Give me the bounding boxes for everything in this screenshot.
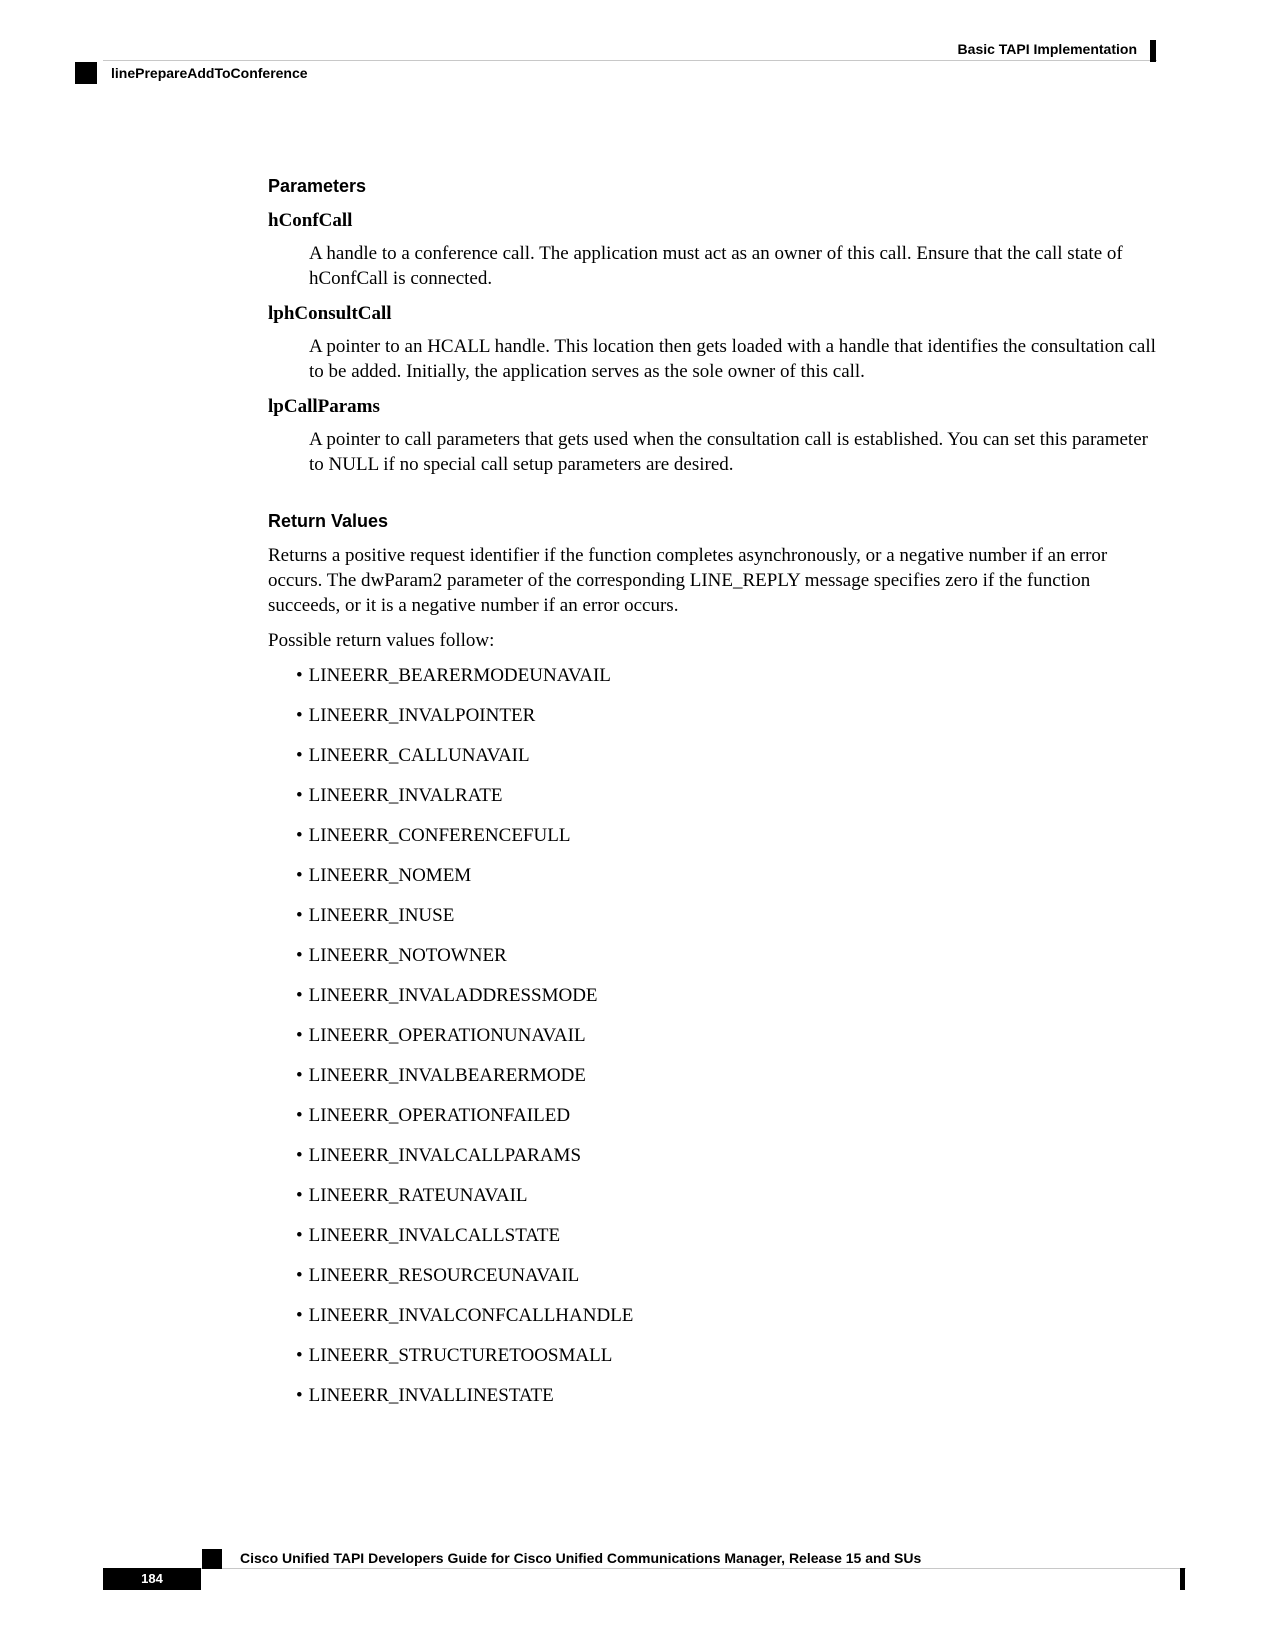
list-item: • LINEERR_INVALRATE	[296, 783, 1160, 808]
footer-guide-title: Cisco Unified TAPI Developers Guide for Cisco Unified Communications Manager, Release 15 and SUs	[240, 1550, 922, 1566]
param-name-lpcallparams: lpCallParams	[268, 396, 380, 417]
footer-marker-right	[1180, 1568, 1185, 1590]
param-name-hconfcall: hConfCall	[268, 210, 353, 231]
header-marker-left	[75, 62, 97, 84]
footer-rule	[200, 1568, 1186, 1569]
list-item: • LINEERR_INVALCONFCALLHANDLE	[296, 1303, 1160, 1328]
list-item: • LINEERR_INVALCALLSTATE	[296, 1223, 1160, 1248]
list-item: • LINEERR_INVALLINESTATE	[296, 1383, 1160, 1408]
list-item: • LINEERR_INVALBEARERMODE	[296, 1063, 1160, 1088]
list-item: • LINEERR_NOMEM	[296, 863, 1160, 888]
param-desc-lpcallparams: A pointer to call parameters that gets used when the consultation call is established. You can set this parameter to NULL if no special call setup parameters are desired.	[309, 429, 1148, 475]
parameters-heading: Parameters	[268, 176, 367, 196]
page-number: 184	[103, 1568, 201, 1590]
header-rule	[103, 60, 1157, 61]
return-values-intro: Possible return values follow:	[268, 630, 495, 651]
list-item: • LINEERR_CALLUNAVAIL	[296, 743, 1160, 768]
header-section-title: Basic TAPI Implementation	[957, 41, 1137, 57]
list-item: • LINEERR_INVALPOINTER	[296, 703, 1160, 728]
header-function-name: linePrepareAddToConference	[111, 65, 308, 81]
param-name-lphconsultcall: lphConsultCall	[268, 303, 392, 324]
list-item: • LINEERR_STRUCTURETOOSMALL	[296, 1343, 1160, 1368]
footer-marker-block	[202, 1549, 222, 1569]
param-desc-hconfcall: A handle to a conference call. The application must act as an owner of this call. Ensure that the call state of hConfCall is connected.	[309, 243, 1123, 289]
list-item: • LINEERR_INVALCALLPARAMS	[296, 1143, 1160, 1168]
list-item: • LINEERR_BEARERMODEUNAVAIL	[296, 663, 1160, 688]
list-item: • LINEERR_RESOURCEUNAVAIL	[296, 1263, 1160, 1288]
page-content	[268, 174, 1160, 1423]
return-values-heading: Return Values	[268, 511, 389, 531]
return-codes-list	[268, 663, 1160, 1408]
return-values-paragraph: Returns a positive request identifier if the function completes asynchronously, or a negative number if an error occurs. The dwParam2 parameter of the corresponding LINE_REPLY message specifies zero if the function succeeds, or it is a negative number if an error occurs.	[268, 545, 1108, 616]
header-marker-right	[1150, 40, 1156, 62]
list-item: • LINEERR_NOTOWNER	[296, 943, 1160, 968]
list-item: • LINEERR_INVALADDRESSMODE	[296, 983, 1160, 1008]
list-item: • LINEERR_CONFERENCEFULL	[296, 823, 1160, 848]
list-item: • LINEERR_OPERATIONUNAVAIL	[296, 1023, 1160, 1048]
param-desc-lphconsultcall: A pointer to an HCALL handle. This location then gets loaded with a handle that identifies the consultation call to be added. Initially, the application serves as the sole owner of this call.	[309, 336, 1156, 382]
list-item: • LINEERR_INUSE	[296, 903, 1160, 928]
list-item: • LINEERR_OPERATIONFAILED	[296, 1103, 1160, 1128]
list-item: • LINEERR_RATEUNAVAIL	[296, 1183, 1160, 1208]
